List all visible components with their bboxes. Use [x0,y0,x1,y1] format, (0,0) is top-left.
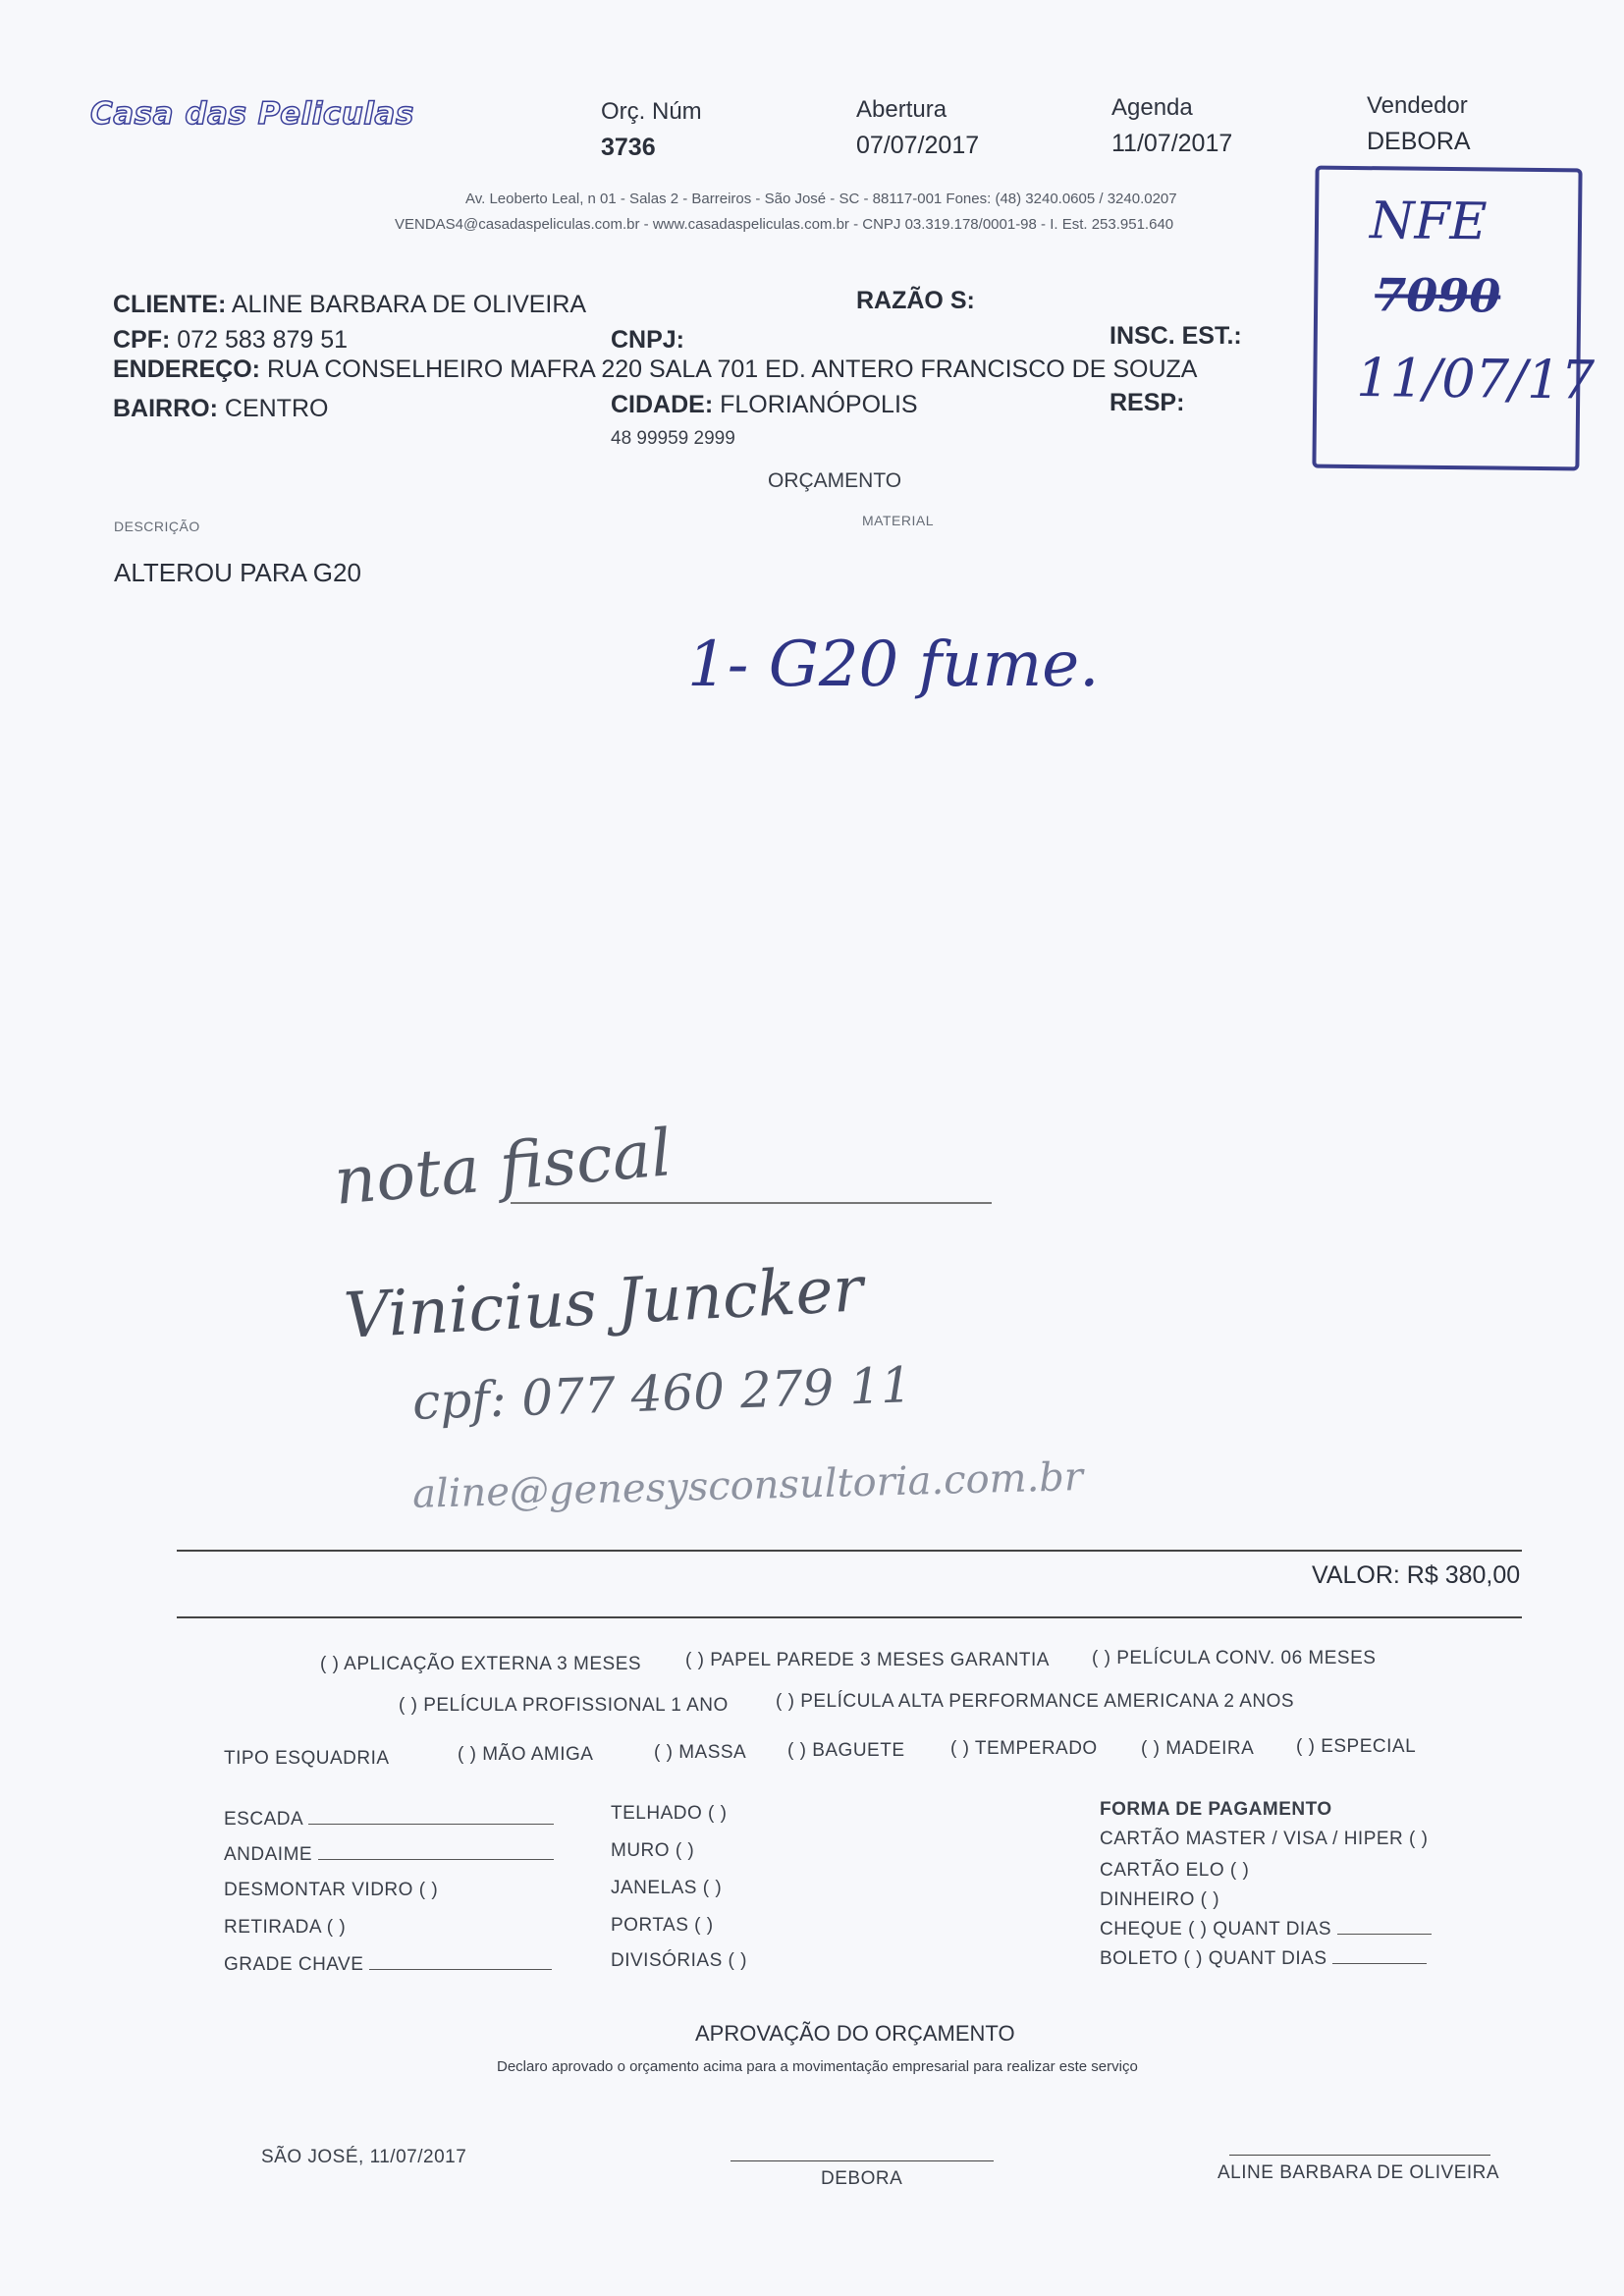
handwritten-email: aline@genesysconsultoria.com.br [411,1454,1084,1517]
grade-chave-line [369,1969,552,1970]
abertura-label: Abertura [856,96,947,123]
bairro-value: CENTRO [224,395,329,422]
pagamento-cartao-elo: CARTÃO ELO ( ) [1100,1860,1250,1881]
insc-label: INSC. EST.: [1110,322,1242,350]
descricao-label: DESCRIÇÃO [114,519,200,534]
divisorias: DIVISÓRIAS ( ) [611,1950,747,1971]
pagamento-cheque-row [1100,1919,1432,1941]
company-logo: Casa das Peliculas [90,96,414,132]
valor-bottom-rule [177,1616,1522,1618]
signature-line-cliente [1229,2155,1490,2156]
desmontar-vidro: DESMONTAR VIDRO ( ) [224,1880,439,1900]
muro: MURO ( ) [611,1840,695,1861]
cpf-label: CPF: [113,326,171,354]
handwritten-rule [511,1202,992,1204]
pagamento-boleto-row [1100,1948,1427,1970]
handwritten-name: Vinicius Juncker [342,1253,865,1353]
company-contact: VENDAS4@casadaspeliculas.com.br - www.casadaspeliculas.com.br - CNPJ 03.319.178/0001-98 - I. Est. 253.951.640 [395,216,1174,233]
cnpj-label: CNPJ: [611,326,685,354]
pagamento-dinheiro: DINHEIRO ( ) [1100,1889,1220,1910]
handwritten-nota-fiscal: nota fiscal [331,1115,676,1220]
cpf-value: 072 583 879 51 [177,326,349,354]
place-date: SÃO JOSÉ, 11/07/2017 [261,2147,467,2167]
tipo-baguete: ( ) BAGUETE [787,1740,905,1761]
tipo-massa: ( ) MASSA [654,1742,747,1763]
orc-number: 3736 [601,134,656,161]
valor-row [1312,1561,1520,1590]
endereco-value: RUA CONSELHEIRO MAFRA 220 SALA 701 ED. ANTERO FRANCISCO DE SOUZA [266,355,1198,383]
escada-row [224,1809,554,1831]
option-pelicula-alta-performance: ( ) PELÍCULA ALTA PERFORMANCE AMERICANA 2 ANOS [776,1691,1295,1712]
pagamento-cartao-master: CARTÃO MASTER / VISA / HIPER ( ) [1100,1829,1429,1849]
aprovacao-text: Declaro aprovado o orçamento acima para a movimentação empresarial para realizar este serviço [497,2058,1138,2075]
endereco-row [113,355,1197,384]
boleto-line [1332,1963,1427,1964]
cheque-line [1337,1934,1432,1935]
signer-vendedor: DEBORA [821,2168,903,2189]
option-papel-parede: ( ) PAPEL PAREDE 3 MESES GARANTIA [685,1650,1050,1670]
client-phone: 48 99959 2999 [611,428,735,449]
aprovacao-title: APROVAÇÃO DO ORÇAMENTO [695,2021,1015,2046]
bairro-row [113,395,328,423]
option-aplicacao-externa: ( ) APLICAÇÃO EXTERNA 3 MESES [320,1654,642,1674]
option-pelicula-conv: ( ) PELÍCULA CONV. 06 MESES [1092,1648,1377,1668]
handwritten-item: 1- G20 fume. [687,629,1100,701]
escada-label: ESCADA [224,1809,303,1830]
pagamento-cheque: CHEQUE ( ) QUANT DIAS [1100,1919,1332,1940]
razao-label: RAZÃO S: [856,287,975,314]
tipo-madeira: ( ) MADEIRA [1141,1738,1255,1759]
tipo-mao-amiga: ( ) MÃO AMIGA [458,1744,594,1765]
grade-chave-label: GRADE CHAVE [224,1954,364,1975]
tipo-especial: ( ) ESPECIAL [1296,1736,1417,1757]
stamp-date: 11/07/17 [1356,347,1596,411]
cidade-label: CIDADE: [611,391,714,418]
stamp-nfe: NFE [1369,191,1488,252]
vendedor-name: DEBORA [1367,128,1471,155]
valor-label: VALOR: [1312,1561,1400,1589]
pagamento-title: FORMA DE PAGAMENTO [1100,1799,1332,1820]
cidade-value: FLORIANÓPOLIS [720,391,918,418]
orc-label: Orç. Núm [601,98,702,125]
andaime-label: ANDAIME [224,1844,313,1865]
handwritten-cpf: cpf: 077 460 279 11 [411,1356,913,1431]
signer-cliente: ALINE BARBARA DE OLIVEIRA [1218,2162,1500,2183]
bairro-label: BAIRRO: [113,395,218,422]
portas: PORTAS ( ) [611,1915,714,1936]
vendedor-label: Vendedor [1367,92,1468,119]
resp-label: RESP: [1110,389,1185,416]
telhado: TELHADO ( ) [611,1803,728,1824]
cidade-row [611,391,918,419]
cliente-label: CLIENTE: [113,291,227,318]
signature-line-vendedor [731,2160,994,2161]
janelas: JANELAS ( ) [611,1878,723,1898]
cliente-value: ALINE BARBARA DE OLIVEIRA [231,291,587,318]
agenda-date: 11/07/2017 [1111,130,1233,157]
cpf-row [113,326,348,355]
agenda-label: Agenda [1111,94,1193,121]
grade-chave-row [224,1954,552,1976]
pagamento-boleto: BOLETO ( ) QUANT DIAS [1100,1948,1327,1969]
endereco-label: ENDEREÇO: [113,355,261,383]
option-pelicula-profissional: ( ) PELÍCULA PROFISSIONAL 1 ANO [399,1695,729,1716]
andaime-line [318,1859,554,1860]
valor-top-rule [177,1550,1522,1552]
material-label: MATERIAL [862,513,934,528]
andaime-row [224,1844,554,1866]
valor-value: R$ 380,00 [1406,1561,1521,1589]
abertura-date: 07/07/2017 [856,132,980,159]
tipo-esquadria-label: TIPO ESQUADRIA [224,1748,390,1769]
escada-line [308,1824,554,1825]
tipo-temperado: ( ) TEMPERADO [950,1738,1098,1759]
nfe-stamp [1312,166,1596,471]
cliente-row [113,291,586,319]
stamp-number: 7090 [1374,268,1501,323]
orcamento-title: ORÇAMENTO [768,469,902,492]
retirada: RETIRADA ( ) [224,1917,347,1938]
company-address: Av. Leoberto Leal, n 01 - Salas 2 - Barreiros - São José - SC - 88117-001 Fones: (48) 3240.0605 / 3240.0207 [465,191,1177,207]
descricao-value: ALTEROU PARA G20 [114,558,361,587]
